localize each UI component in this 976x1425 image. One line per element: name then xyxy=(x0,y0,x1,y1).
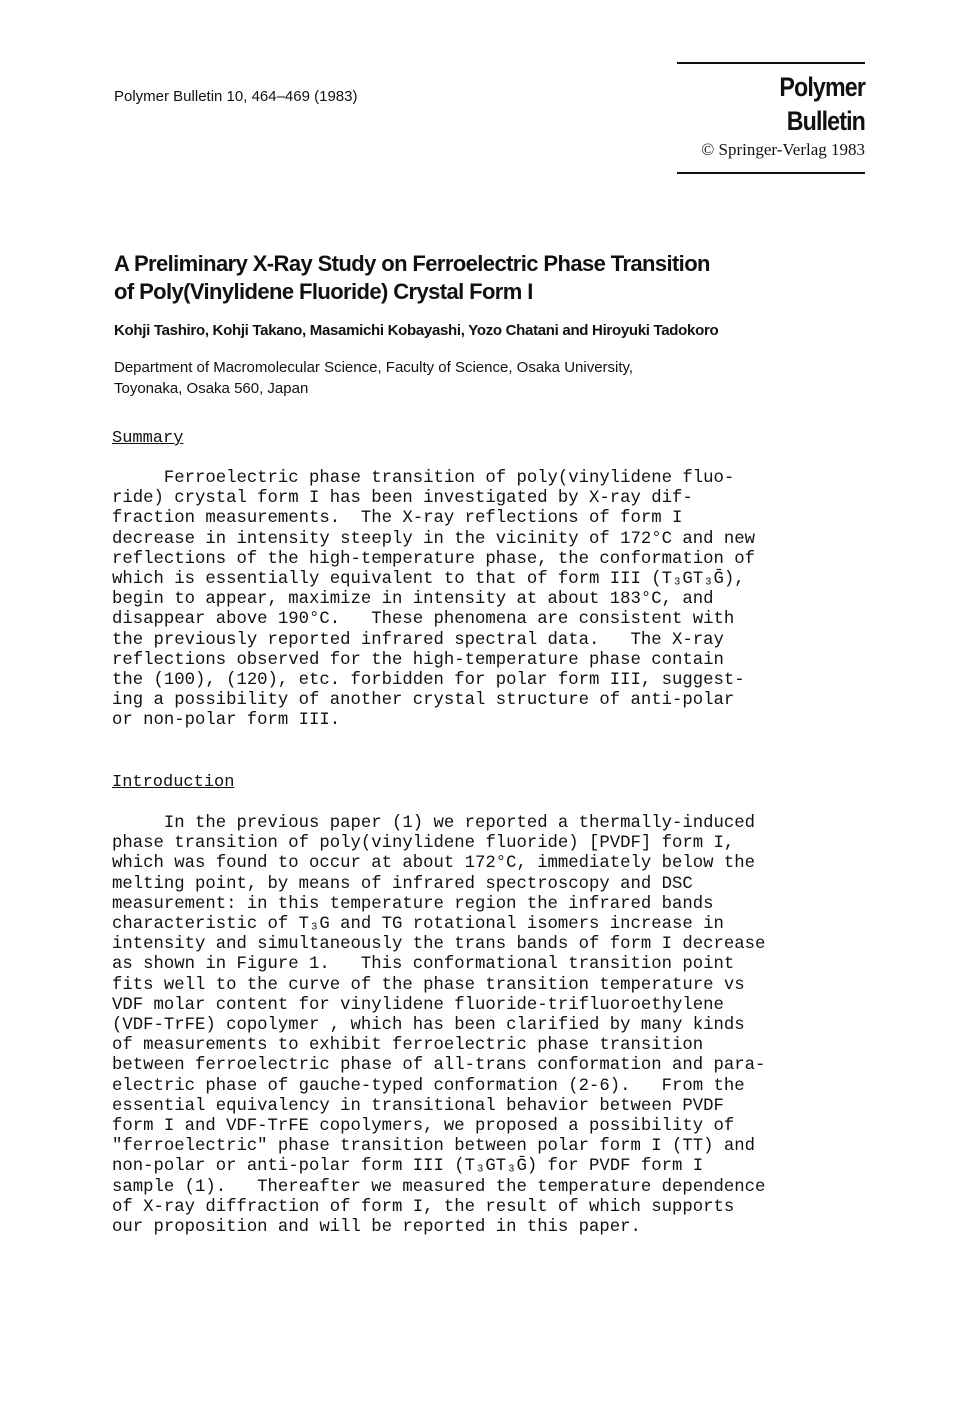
title-line-2: of Poly(Vinylidene Fluoride) Crystal Form I xyxy=(114,279,533,304)
text-line: electric phase of gauche-typed conformation (2-6). From the xyxy=(112,1076,745,1096)
text-line: intensity and simultaneously the trans bands of form I decrease xyxy=(112,935,766,955)
text-line: non-polar or anti-polar form III (T₃GT₃Ḡ) for PVDF form I xyxy=(112,1157,704,1177)
text-line: which was found to occur at about 172°C, immediately below the xyxy=(112,854,755,874)
text-line: ride) crystal form I has been investigated by X-ray dif- xyxy=(112,489,693,509)
text-line: essential equivalency in transitional behavior between PVDF xyxy=(112,1096,724,1116)
journal-masthead xyxy=(677,62,865,174)
text-line: sample (1). Thereafter we measured the temperature dependence xyxy=(112,1177,766,1197)
journal-name: Polymer Bulletin xyxy=(779,72,865,136)
text-line: between ferroelectric phase of all-trans conformation and para- xyxy=(112,1056,766,1076)
copyright-notice: © Springer-Verlag 1983 xyxy=(701,140,865,159)
journal-citation: Polymer Bulletin 10, 464–469 (1983) xyxy=(114,88,358,105)
text-line: or non-polar form III. xyxy=(112,711,341,731)
summary-heading: Summary xyxy=(112,429,184,448)
affiliation-line-2: Toyonaka, Osaka 560, Japan xyxy=(114,380,309,397)
text-line: which is essentially equivalent to that of form III (T₃GT₃Ḡ), xyxy=(112,570,745,590)
text-line: reflections observed for the high-temperature phase contain xyxy=(112,650,724,670)
introduction-heading: Introduction xyxy=(112,773,235,792)
text-line: disappear above 190°C. These phenomena are consistent with xyxy=(112,610,735,630)
text-line: our proposition and will be reported in this paper. xyxy=(112,1218,641,1238)
text-line: (VDF-TrFE) copolymer , which has been clarified by many kinds xyxy=(112,1016,745,1036)
text-line: decrease in intensity steeply in the vicinity of 172°C and new xyxy=(112,529,755,549)
text-line: of measurements to exhibit ferroelectric phase transition xyxy=(112,1036,704,1056)
text-line: form I and VDF-TrFE copolymers, we proposed a possibility of xyxy=(112,1117,735,1137)
text-line: begin to appear, maximize in intensity at about 183°C, and xyxy=(112,590,714,610)
text-line: the (100), (120), etc. forbidden for polar form III, suggest- xyxy=(112,671,745,691)
title-line-1: A Preliminary X-Ray Study on Ferroelectric Phase Transition xyxy=(114,251,710,276)
author-list: Kohji Tashiro, Kohji Takano, Masamichi Kobayashi, Yozo Chatani and Hiroyuki Tadokoro xyxy=(114,322,719,339)
text-line: Ferroelectric phase transition of poly(vinylidene fluo- xyxy=(112,469,735,488)
text-line: melting point, by means of infrared spectroscopy and DSC xyxy=(112,874,693,894)
masthead-top-rule xyxy=(677,62,865,64)
affiliation xyxy=(114,357,633,399)
text-line: fits well to the curve of the phase transition temperature vs xyxy=(112,975,745,995)
text-line: "ferroelectric" phase transition between polar form I (TT) and xyxy=(112,1137,755,1157)
text-line: phase transition of poly(vinylidene fluoride) [PVDF] form I, xyxy=(112,834,735,854)
summary-paragraph xyxy=(112,469,872,732)
text-line: the previously reported infrared spectral data. The X-ray xyxy=(112,630,724,650)
masthead-bottom-rule xyxy=(677,172,865,174)
text-line: VDF molar content for vinylidene fluoride-trifluoroethylene xyxy=(112,995,724,1015)
text-line: reflections of the high-temperature phase, the conformation of xyxy=(112,549,755,569)
text-line: measurement: in this temperature region the infrared bands xyxy=(112,894,714,914)
article-title xyxy=(114,250,874,306)
text-line: ing a possibility of another crystal structure of anti-polar xyxy=(112,691,735,711)
text-line: fraction measurements. The X-ray reflections of form I xyxy=(112,509,683,529)
introduction-paragraph xyxy=(112,814,872,1238)
text-line: characteristic of T₃G and TG rotational isomers increase in xyxy=(112,915,724,935)
text-line: In the previous paper (1) we reported a thermally-induced xyxy=(112,814,755,833)
text-line: as shown in Figure 1. This conformational transition point xyxy=(112,955,735,975)
text-line: of X-ray diffraction of form I, the result of which supports xyxy=(112,1197,735,1217)
affiliation-line-1: Department of Macromolecular Science, Faculty of Science, Osaka University, xyxy=(114,359,634,376)
